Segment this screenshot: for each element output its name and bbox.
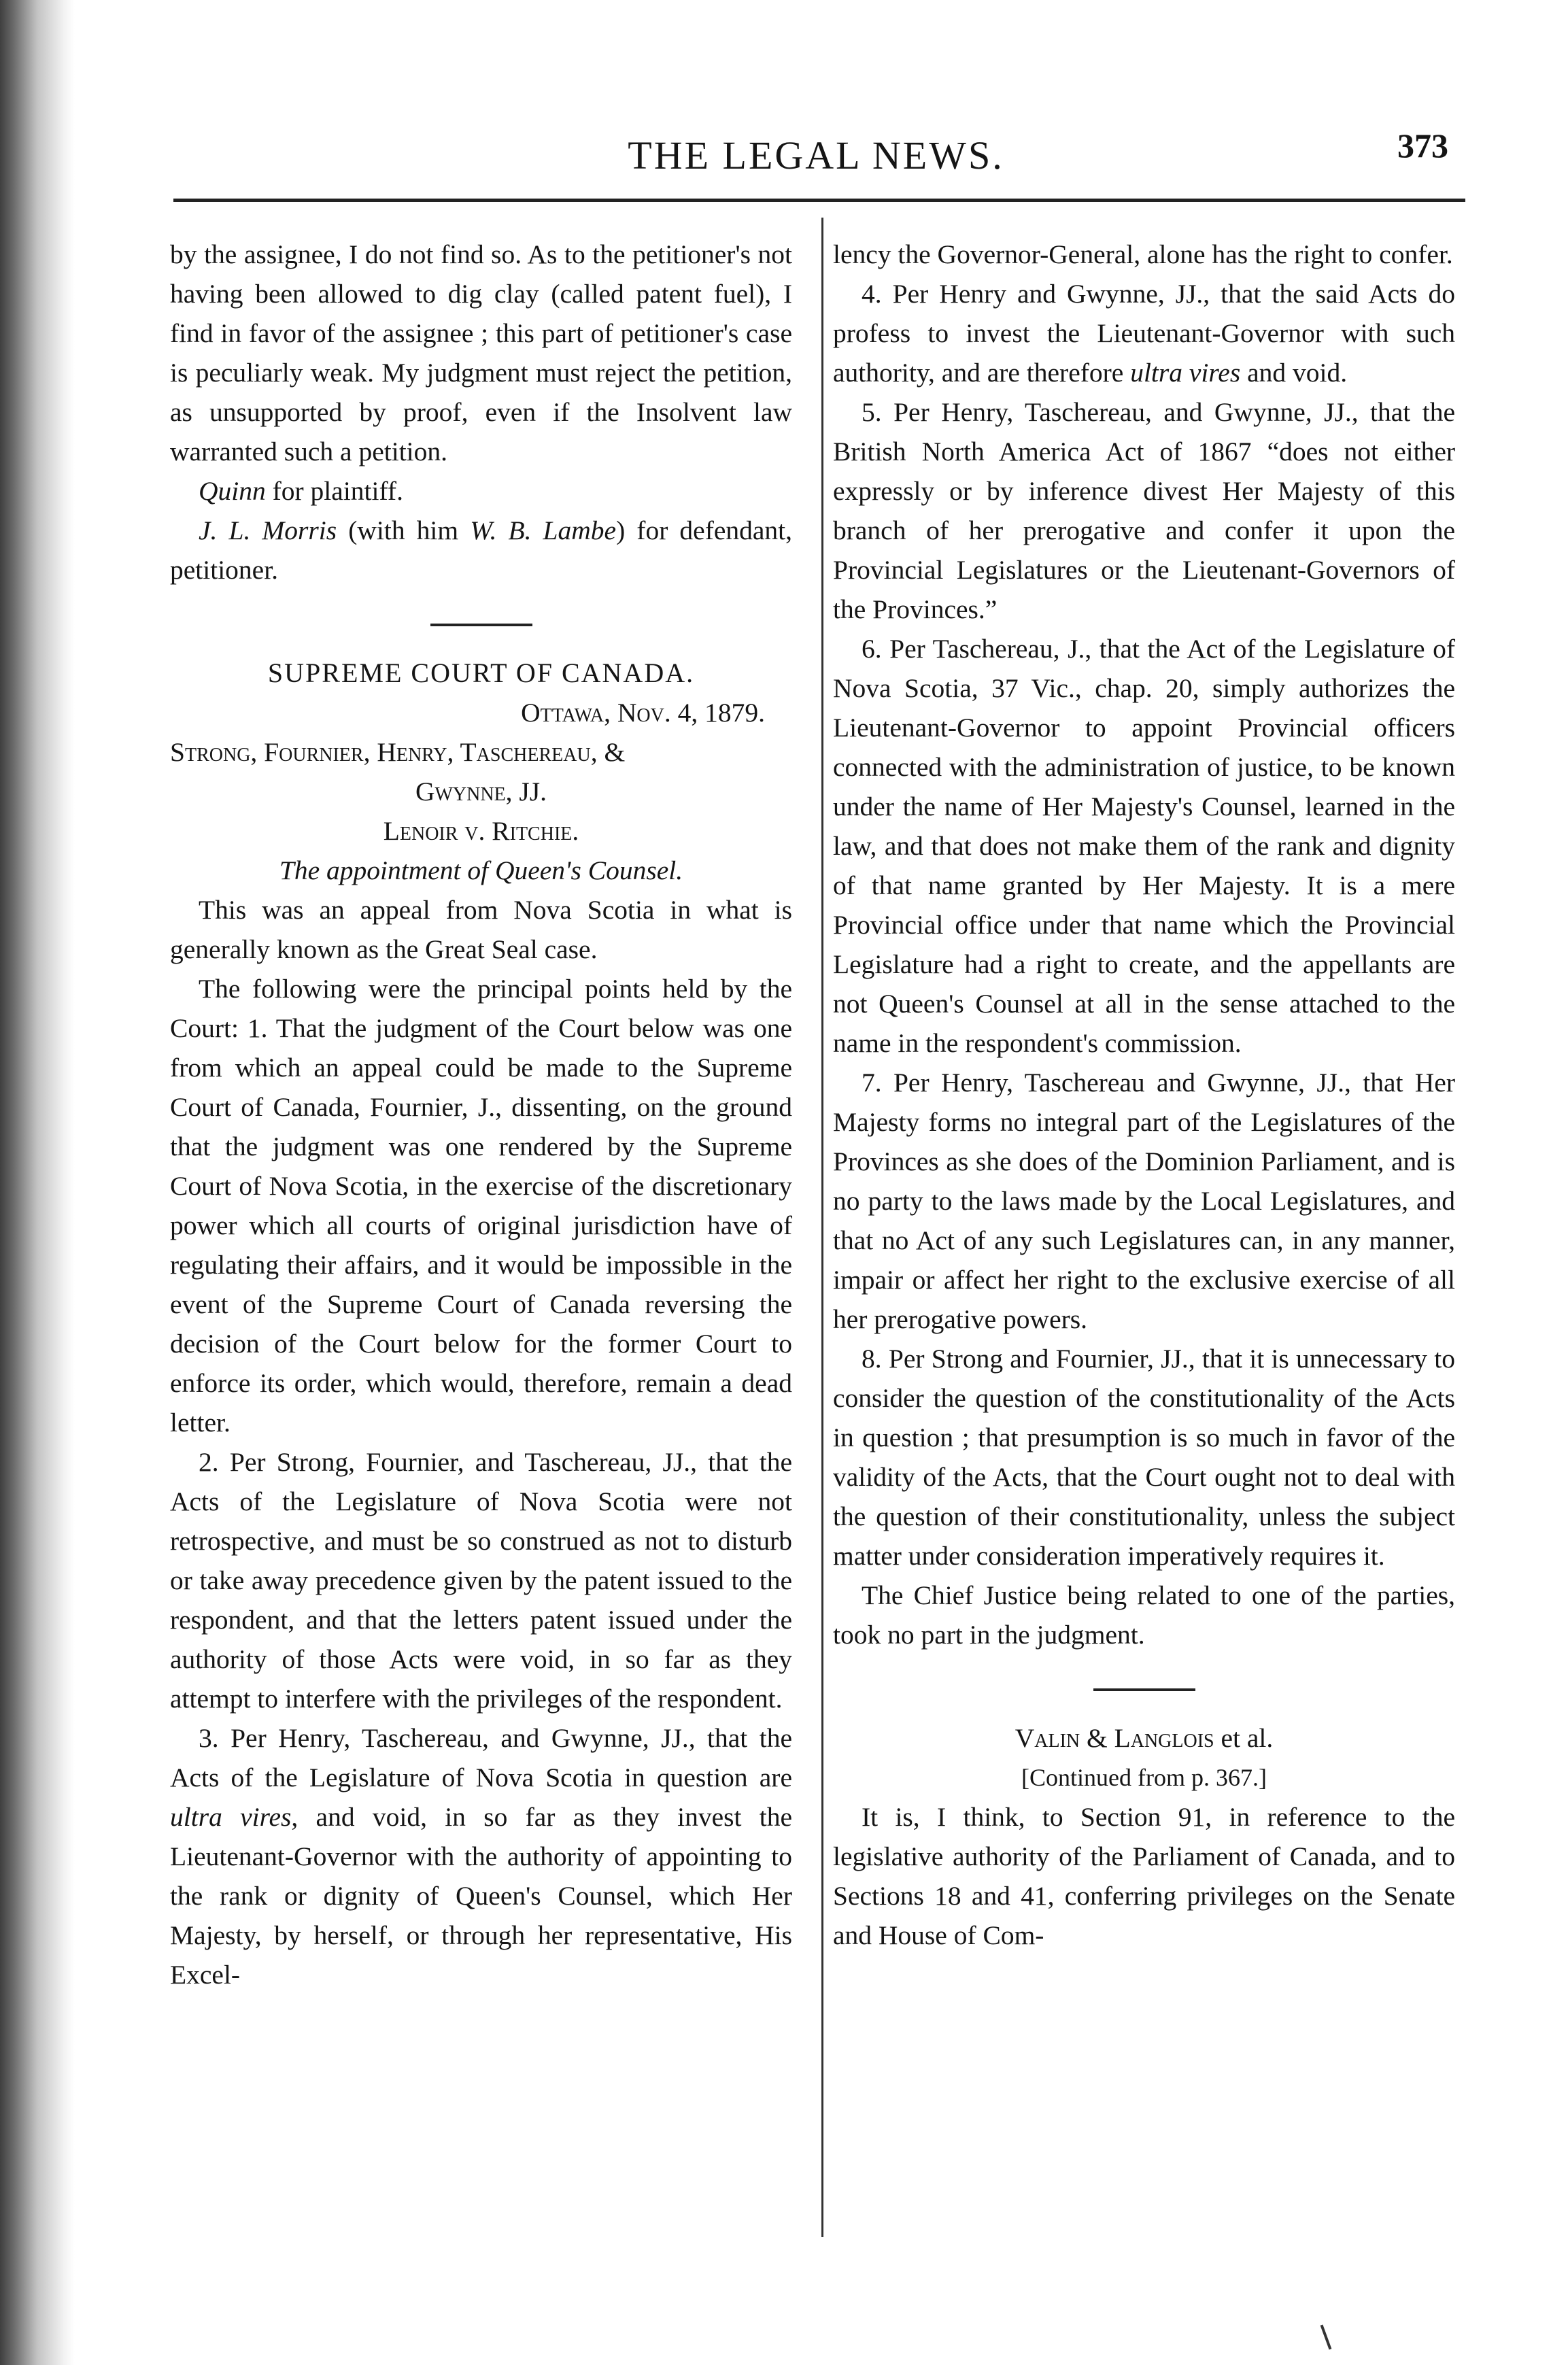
paragraph: by the assignee, I do not find so. As to the petitioner's not having been allowed to dig clay (called patent fuel), I find in favor of the assignee ; this part of petitioner's case is peculiarly weak. My judgment must reject the petition, as unsupported by proof, even if the Insolvent law warranted such a petition. bbox=[170, 239, 792, 466]
court-heading: SUPREME COURT OF CANADA. bbox=[267, 658, 695, 688]
section-rule bbox=[1093, 1688, 1195, 1691]
case-subject: The appointment of Queen's Counsel. bbox=[279, 855, 683, 885]
column-divider bbox=[821, 218, 823, 2237]
text-run: , and void, in so far as they invest the Lieutenant-Governor with the authority of appointing to the rank or dignity of Queen's Counsel, which Her Majesty, by herself, or through her representative, His Excel- bbox=[170, 1802, 792, 1990]
counsel-associate: W. B. Lambe bbox=[470, 515, 617, 545]
latin-term: ultra vires bbox=[170, 1802, 292, 1832]
counsel-plaintiff bbox=[170, 471, 792, 511]
case-title: Lenoir v. Ritchie. bbox=[383, 816, 579, 846]
paragraph bbox=[833, 274, 1455, 392]
counsel-name: J. L. Morris bbox=[199, 515, 337, 545]
paragraph: This was an appeal from Nova Scotia in what is generally known as the Great Seal case. bbox=[170, 895, 792, 964]
paragraph: The Chief Justice being related to one of the parties, took no part in the judgment. bbox=[833, 1580, 1455, 1650]
counsel-name: Quinn bbox=[199, 476, 266, 506]
page-number: 373 bbox=[1397, 126, 1448, 165]
paragraph: 6. Per Taschereau, J., that the Act of the Legislature of Nova Scotia, 37 Vic., chap. 20, simply authorizes the Lieutenant-Governor to appoint Provincial officers connected with the administration of justice, to be known under the name of Her Majesty's Counsel, learned in the law, and that does not make them of the rank and dignity of that name granted by Her Majesty. It is a mere Provincial office under that name which the Provincial Legislature had a right to create, and the appellants are not Queen's Counsel at all in the sense attached to the name in the respondent's commission. bbox=[833, 634, 1455, 1058]
counsel-text: (with him bbox=[337, 515, 471, 545]
paragraph: lency the Governor-General, alone has the right to confer. bbox=[833, 239, 1453, 269]
continued-note: [Continued from p. 367.] bbox=[1021, 1764, 1267, 1791]
text-run: 4. Per Henry and Gwynne, JJ., that the said Acts do profess to invest the Lieutenant-Governor with such authority, and are therefore bbox=[833, 279, 1455, 388]
right-column bbox=[833, 235, 1455, 1955]
case-etal: et al. bbox=[1214, 1723, 1274, 1753]
paragraph: The following were the principal points held by the Court: 1. That the judgment of the Court below was one from which an appeal could be made to the Supreme Court of Canada, Fournier, J., dissenting, on the ground that the judgment was one rendered by the Supreme Court of Nova Scotia, in the exercise of the discretionary power which all courts of original jurisdiction have of regulating their affairs, and it would be impossible in the event of the Supreme Court of Canada reversing the decision of the Court below for the former Court to enforce its order, which would, therefore, remain a dead letter. bbox=[170, 974, 792, 1437]
stray-ink-mark bbox=[1320, 2324, 1332, 2349]
judges-line: Gwynne, JJ. bbox=[415, 777, 547, 806]
text-run: and void. bbox=[1240, 358, 1348, 388]
paragraph: 8. Per Strong and Fournier, JJ., that it is unnecessary to consider the question of the constitutionality of the Acts in question ; that presumption is so much in favor of the validity of the Acts, that the Court ought not to deal with the question of their constitutionality, unless the subject matter under consideration imperatively requires it. bbox=[833, 1344, 1455, 1571]
running-title: THE LEGAL NEWS. bbox=[628, 133, 1004, 177]
text-run: 3. Per Henry, Taschereau, and Gwynne, JJ., that the Acts of the Legislature of Nova Scotia in question are bbox=[170, 1723, 792, 1792]
paragraph: 2. Per Strong, Fournier, and Taschereau, JJ., that the Acts of the Legislature of Nova Scotia were not retrospective, and must be so construed as not to disturb or take away precedence given by the patent issued to the respondent, and that the letters patent issued under the authority of those Acts were void, in so far as they attempt to interfere with the privileges of the respondent. bbox=[170, 1447, 792, 1714]
paragraph bbox=[170, 1718, 792, 1994]
section-rule bbox=[430, 624, 532, 626]
dateline: Ottawa, Nov. 4, 1879. bbox=[521, 698, 765, 728]
left-column bbox=[170, 235, 792, 1994]
page-header bbox=[170, 126, 1462, 194]
book-spine-shadow bbox=[0, 0, 75, 2365]
case-title bbox=[833, 1718, 1455, 1758]
paragraph: 7. Per Henry, Taschereau and Gwynne, JJ., that Her Majesty forms no integral part of the Legislatures of the Provinces as she does of the Dominion Parliament, and is no party to the laws made by the Local Legislatures, and that no Act of any such Legislatures can, in any manner, impair or affect her right to the exclusive exercise of all her prerogative powers. bbox=[833, 1068, 1455, 1334]
paragraph: It is, I think, to Section 91, in reference to the legislative authority of the Parliament of Canada, and to Sections 18 and 41, conferring privileges on the Senate and House of Com- bbox=[833, 1802, 1455, 1950]
judges-line: Strong, Fournier, Henry, Taschereau, & bbox=[170, 737, 626, 767]
header-rule bbox=[173, 199, 1465, 202]
case-parties: Valin & Langlois bbox=[1015, 1723, 1214, 1753]
counsel-defendant bbox=[170, 511, 792, 590]
latin-term: ultra vires bbox=[1130, 358, 1241, 388]
counsel-text: ) for defendant, petitioner. bbox=[170, 515, 793, 585]
paragraph: 5. Per Henry, Taschereau, and Gwynne, JJ., that the British North America Act of 1867 “does not either expressly or by inference divest Her Majesty of this branch of her prerogative and confer it upon the Provincial Legislatures or the Lieutenant-Governors of the Provinces.” bbox=[833, 397, 1455, 624]
counsel-text: for plaintiff. bbox=[265, 476, 403, 506]
